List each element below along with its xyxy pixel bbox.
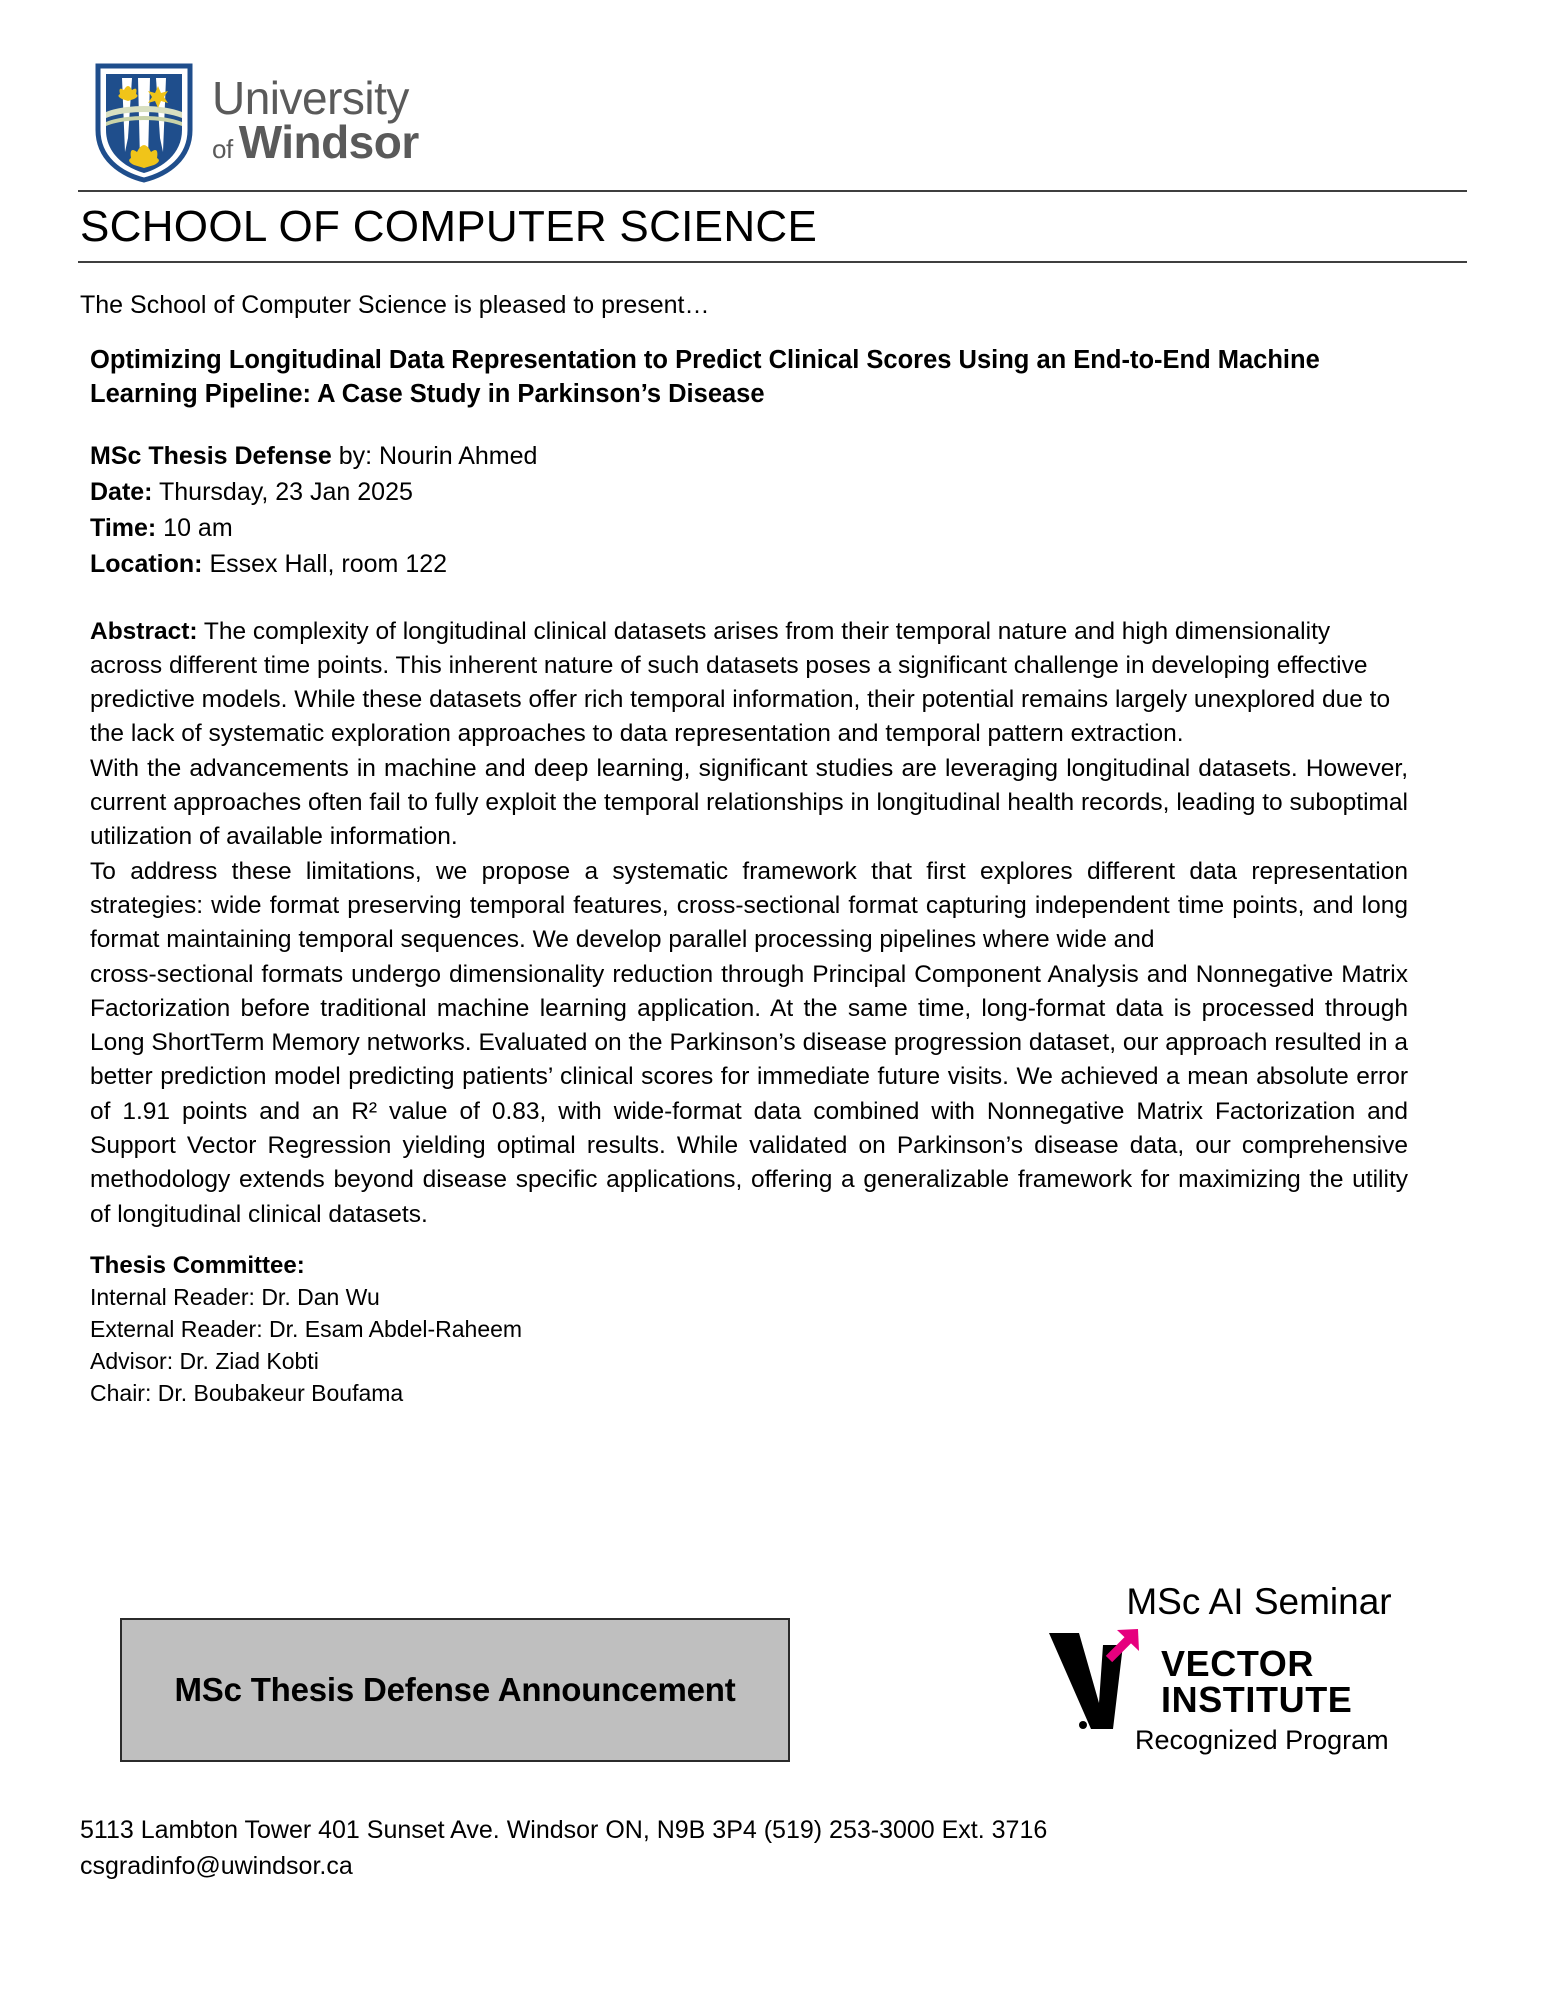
- detail-row-presenter: [90, 438, 1467, 474]
- time-label: Time:: [90, 514, 157, 543]
- wordmark-of-windsor: [212, 116, 419, 168]
- abstract-paragraph-3: To address these limitations, we propose a systematic framework that first explores different data representation strategies: wide format preserving temporal features, cross-sectional format capturing independent time points, and long format maintaining temporal sequences. We develop parallel processing pipelines where wide and: [90, 857, 1408, 954]
- seminar-title: MSc AI Seminar: [1126, 1581, 1392, 1622]
- vector-word-vector: VECTOR: [1161, 1642, 1314, 1684]
- thesis-committee-section: [78, 1232, 1467, 1409]
- abstract-label: Abstract:: [90, 617, 198, 645]
- date-value: Thursday, 23 Jan 2025: [152, 477, 413, 506]
- thesis-title: Optimizing Longitudinal Data Representation to Predict Clinical Scores Using an End-to-End Machine Learning Pipeline: A Case Study in Parkinson’s Disease: [90, 345, 1320, 408]
- intro-text: The School of Computer Science is pleased to present…: [80, 291, 710, 320]
- wordmark-university: University: [212, 71, 409, 124]
- committee-title: Thesis Committee:: [90, 1251, 305, 1279]
- abstract-paragraph-1: [90, 615, 1408, 752]
- committee-member: Chair: Dr. Boubakeur Boufama: [90, 1379, 404, 1406]
- detail-row-location: [90, 546, 1467, 582]
- university-windsor-shield-icon: [92, 60, 196, 184]
- vector-institute-block: [1039, 1582, 1459, 1756]
- announcement-box: [120, 1618, 790, 1762]
- abstract-paragraph-4: cross-sectional formats undergo dimensionality reduction through Principal Component Analysis and Nonnegative Matrix Factorization before traditional machine learning application. At the same time, long-format data is processed through Long ShortTerm Memory networks. Evaluated on the Parkinson’s disease progression dataset, our approach resulted in a better prediction model predicting patients’ clinical scores for immediate future visits. We achieved a mean absolute error of 1.91 points and an R² value of 0.83, with wide-format data combined with Nonnegative Matrix Factorization and Support Vector Regression yielding optimal results. While validated on Parkinson’s disease data, our comprehensive methodology extends beyond disease specific applications, offering a generalizable framework for maximizing the utility of longitudinal clinical datasets.: [90, 960, 1408, 1228]
- date-label: Date:: [90, 477, 153, 506]
- location-label: Location:: [90, 550, 203, 579]
- committee-member: Internal Reader: Dr. Dan Wu: [90, 1284, 380, 1311]
- vector-word-institute: INSTITUTE: [1161, 1678, 1353, 1720]
- abstract-body-1: The complexity of longitudinal clinical datasets arises from their temporal nature and high dimensionality across different time points. This inherent nature of such datasets poses a significant challenge in developing effective predictive models. While these datasets offer rich temporal information, their potential remains largely unexplored due to the lack of systematic exploration approaches to data representation and temporal pattern extraction.: [90, 617, 1391, 748]
- presenter-label: MSc Thesis Defense: [90, 441, 332, 470]
- abstract-section: [78, 583, 1408, 1232]
- university-branding: [78, 0, 1467, 182]
- committee-member: External Reader: Dr. Esam Abdel-Raheem: [90, 1316, 523, 1343]
- abstract-paragraph-2: With the advancements in machine and deep learning, significant studies are leveraging longitudinal datasets. However, current approaches often fail to fully exploit the temporal relationships in longitudinal health records, leading to suboptimal utilization of available information.: [90, 754, 1408, 851]
- page-title: SCHOOL OF COMPUTER SCIENCE: [80, 202, 818, 251]
- location-value: Essex Hall, room 122: [202, 550, 448, 579]
- defense-details: [78, 412, 1467, 583]
- footer-address: 5113 Lambton Tower 401 Sunset Ave. Windsor ON, N9B 3P4 (519) 253-3000 Ext. 3716: [80, 1816, 1048, 1844]
- wordmark-of: of: [212, 134, 233, 164]
- university-wordmark: [212, 71, 419, 168]
- presenter-value: by: Nourin Ahmed: [331, 441, 538, 470]
- wordmark-windsor: Windsor: [238, 116, 419, 168]
- detail-row-time: [90, 510, 1467, 546]
- footer-email[interactable]: csgradinfo@uwindsor.ca: [80, 1852, 353, 1881]
- announcement-label: MSc Thesis Defense Announcement: [174, 1671, 736, 1708]
- detail-row-date: [90, 474, 1467, 510]
- committee-member: Advisor: Dr. Ziad Kobti: [90, 1347, 319, 1374]
- vector-v-arrow-icon: [1039, 1625, 1157, 1733]
- vector-wordmark: [1161, 1640, 1352, 1718]
- bottom-banner-row: [78, 1581, 1467, 1785]
- vector-logo: [1039, 1623, 1459, 1733]
- time-value: 10 am: [156, 514, 233, 543]
- footer-contact: [80, 1812, 1047, 1885]
- recognized-program-label: Recognized Program: [1135, 1724, 1389, 1755]
